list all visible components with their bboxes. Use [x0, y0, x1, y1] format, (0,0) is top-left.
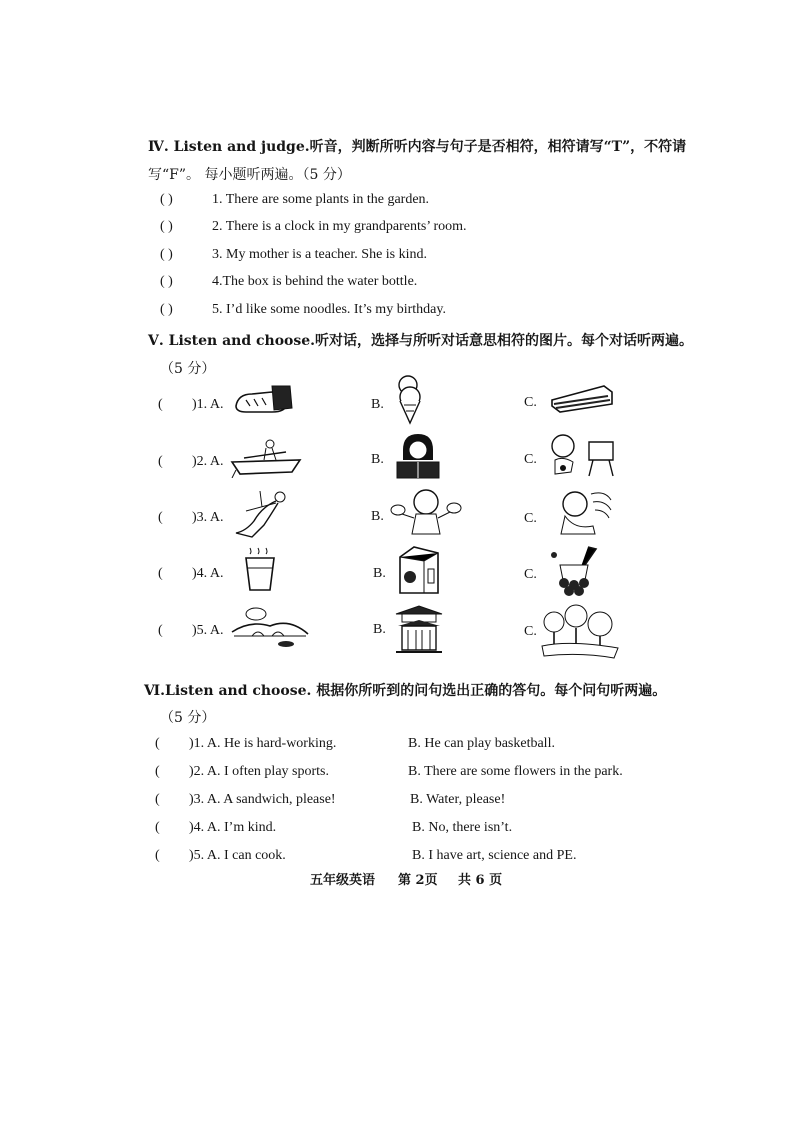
- judge-item-text: 2. There is a clock in my grandparents’ room.: [212, 219, 467, 234]
- answer-blank[interactable]: ( ): [160, 247, 173, 262]
- choose-row-3-paren[interactable]: (: [158, 510, 163, 525]
- judge-item-2: [160, 219, 467, 235]
- option-c-label: C.: [524, 452, 537, 467]
- footer-total-pages: 共 6 页: [458, 873, 503, 888]
- judge-item-4: [160, 274, 417, 290]
- answer-row-3-paren[interactable]: (: [155, 792, 160, 807]
- judge-item-text: 5. I’d like some noodles. It’s my birthday.: [212, 302, 446, 317]
- option-b-label: B.: [371, 397, 384, 412]
- answer-row-2-paren[interactable]: (: [155, 764, 160, 779]
- choose-row-1-num: )1. A.: [192, 397, 224, 412]
- footer-grade: 五年级英语: [310, 873, 376, 888]
- section5-score: （5 分）: [160, 361, 216, 377]
- answer-row-1-paren[interactable]: (: [155, 736, 160, 751]
- answer-row-4-option-b: B. No, there isn’t.: [412, 820, 513, 835]
- option-b-label: B.: [373, 622, 386, 637]
- bridge-lake-picture[interactable]: [230, 606, 310, 650]
- answer-row-1-option-b: B. He can play basketball.: [408, 736, 555, 751]
- answer-blank[interactable]: ( ): [160, 302, 173, 317]
- rowing-boat-picture[interactable]: [230, 436, 302, 478]
- judge-item-text: 1. There are some plants in the garden.: [212, 192, 430, 207]
- grapes-picture[interactable]: [548, 545, 602, 597]
- section6-heading: Ⅵ.Listen and choose. 根据你所听到的问句选出正确的答句。每个问句听两遍。: [144, 683, 667, 699]
- bread-picture[interactable]: [232, 380, 296, 416]
- choose-row-1-paren[interactable]: (: [158, 397, 163, 412]
- choose-row-2-paren[interactable]: (: [158, 454, 163, 469]
- option-b-label: B.: [373, 566, 386, 581]
- singing-picture[interactable]: [545, 486, 615, 536]
- answer-row-5-option-b: B. I have art, science and PE.: [412, 848, 577, 863]
- trees-picture[interactable]: [540, 604, 620, 660]
- option-c-label: C.: [524, 624, 537, 639]
- option-c-label: C.: [524, 567, 537, 582]
- dancing-picture[interactable]: [232, 487, 292, 539]
- judge-item-5: [160, 302, 446, 318]
- answer-row-5-paren[interactable]: (: [155, 848, 160, 863]
- choose-row-4-paren[interactable]: (: [158, 566, 163, 581]
- answer-row-3-option-a: )3. A. A sandwich, please!: [189, 792, 336, 807]
- boy-eating-picture[interactable]: [388, 486, 464, 536]
- judge-item-3: [160, 247, 427, 263]
- answer-row-1-option-a: )1. A. He is hard-working.: [189, 736, 337, 751]
- answer-blank[interactable]: ( ): [160, 192, 173, 207]
- ice-cream-picture[interactable]: [390, 375, 430, 425]
- cooking-picture[interactable]: [545, 432, 617, 478]
- choose-row-5-num: )5. A.: [192, 623, 224, 638]
- section4-heading-line2: 写“F”。 每小题听两遍。（5 分）: [148, 167, 351, 183]
- answer-row-5-option-a: )5. A. I can cook.: [189, 848, 286, 863]
- option-c-label: C.: [524, 395, 537, 410]
- answer-row-4-option-a: )4. A. I’m kind.: [189, 820, 277, 835]
- judge-item-1: [160, 192, 429, 208]
- milk-carton-picture[interactable]: [394, 545, 444, 595]
- answer-blank[interactable]: ( ): [160, 219, 173, 234]
- judge-item-text: 3. My mother is a teacher. She is kind.: [212, 247, 428, 262]
- choose-row-3-num: )3. A.: [192, 510, 224, 525]
- water-glass-picture[interactable]: [242, 546, 278, 592]
- footer-page-number: 第 2页: [398, 873, 438, 888]
- pavilion-picture[interactable]: [394, 604, 444, 654]
- section6-score: （5 分）: [160, 710, 216, 726]
- sandwich-picture[interactable]: [548, 382, 616, 414]
- choose-row-2-num: )2. A.: [192, 454, 224, 469]
- choose-row-5-paren[interactable]: (: [158, 623, 163, 638]
- answer-row-2-option-a: )2. A. I often play sports.: [189, 764, 329, 779]
- answer-blank[interactable]: ( ): [160, 274, 173, 289]
- option-b-label: B.: [371, 452, 384, 467]
- choose-row-4-num: )4. A.: [192, 566, 224, 581]
- answer-row-4-paren[interactable]: (: [155, 820, 160, 835]
- section5-heading: Ⅴ. Listen and choose.听对话，选择与所听对话意思相符的图片。每个对话听两遍。: [148, 333, 694, 349]
- option-c-label: C.: [524, 511, 537, 526]
- girl-reading-picture[interactable]: [393, 432, 443, 480]
- judge-item-text: 4.The box is behind the water bottle.: [212, 274, 418, 289]
- section4-heading: Ⅳ. Listen and judge.听音，判断所听内容与句子是否相符，相符请写“T”，不符请: [148, 139, 687, 155]
- answer-row-3-option-b: B. Water, please!: [410, 792, 506, 807]
- option-b-label: B.: [371, 509, 384, 524]
- answer-row-2-option-b: B. There are some flowers in the park.: [408, 764, 623, 779]
